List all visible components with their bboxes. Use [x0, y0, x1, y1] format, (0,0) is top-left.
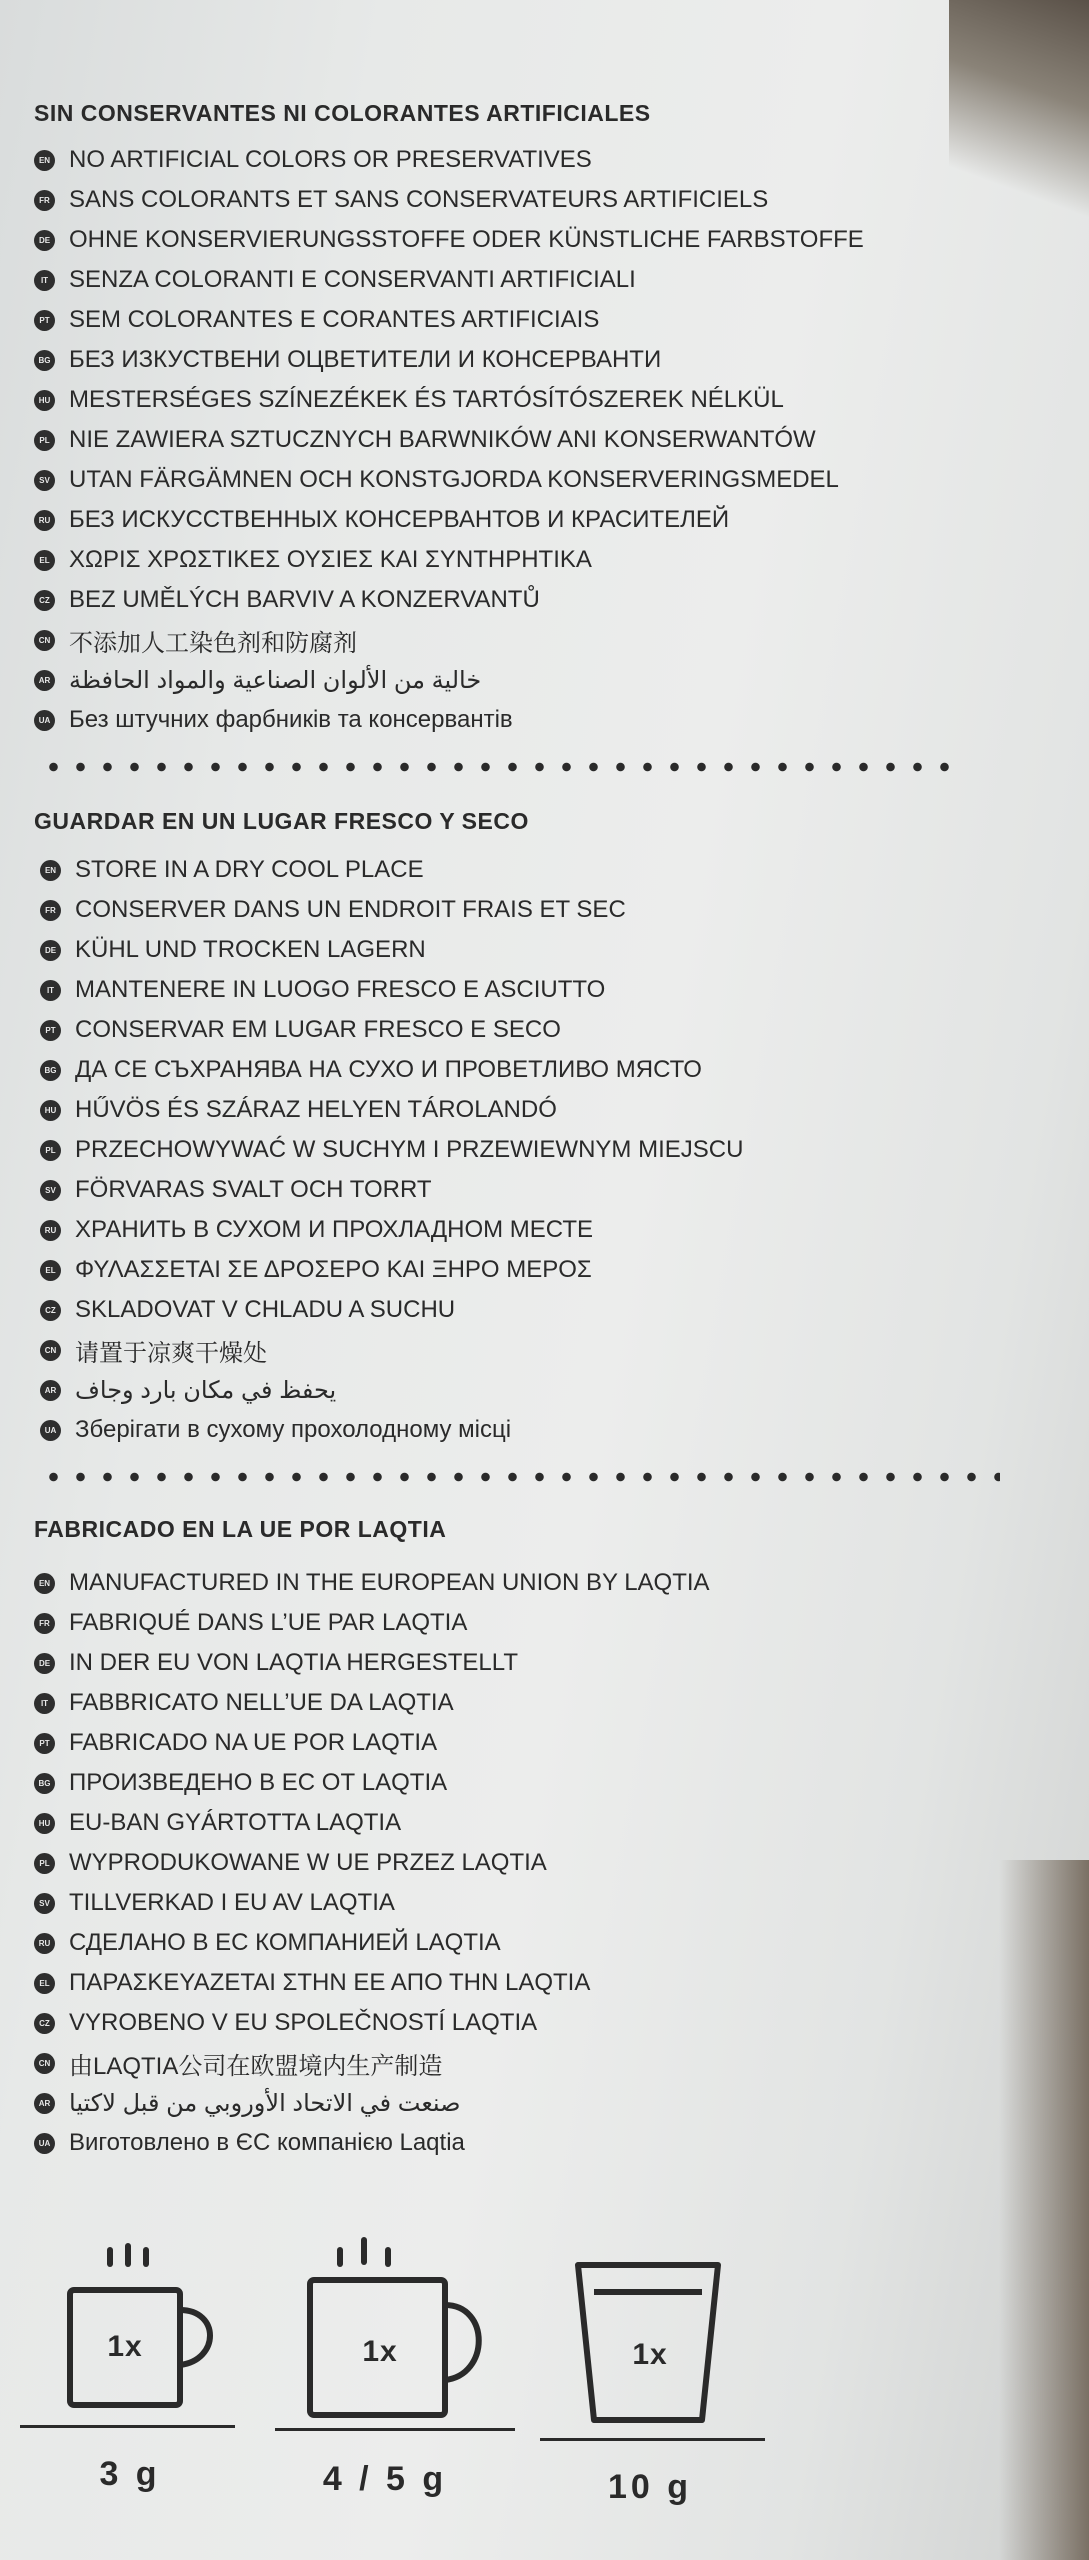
dose-amount: 4 / 5 g	[322, 2460, 448, 2498]
language-badge-icon: FR	[34, 190, 55, 211]
language-badge-icon: RU	[34, 510, 55, 531]
language-badge-icon: PL	[34, 1853, 55, 1874]
language-badge-icon: EL	[40, 1260, 61, 1281]
list-item-text: PRZECHOWYWAĆ W SUCHYM I PRZEWIEWNYM MIEJSCU	[75, 1136, 744, 1163]
list-item-text: ДА СЕ СЪХРАНЯВА НА СУХО И ПРОВЕТЛИВО МЯСТО	[75, 1056, 702, 1083]
list-item-text: خالية من الألوان الصناعية والمواد الحافظة	[69, 666, 482, 694]
list-item	[34, 260, 864, 300]
list-item-text: NO ARTIFICIAL COLORS OR PRESERVATIVES	[69, 146, 592, 173]
list-item	[40, 1330, 743, 1370]
list-item-text: SENZA COLORANTI E CONSERVANTI ARTIFICIALI	[69, 266, 636, 293]
language-badge-icon: FR	[34, 1613, 55, 1634]
list-item-text: 由LAQTIA公司在欧盟境内生产制造	[69, 2052, 443, 2080]
language-badge-icon: EL	[34, 1973, 55, 1994]
list-storage	[40, 850, 743, 1450]
list-item	[34, 2043, 710, 2083]
language-badge-icon: PL	[34, 430, 55, 451]
dose-count: 1x	[362, 2335, 398, 2368]
language-badge-icon: RU	[34, 1933, 55, 1954]
language-badge-icon: CN	[40, 1340, 61, 1361]
list-item	[34, 620, 864, 660]
list-item-text: CONSERVER DANS UN ENDROIT FRAIS ET SEC	[75, 896, 626, 923]
list-item	[34, 2003, 710, 2043]
language-badge-icon: SV	[40, 1180, 61, 1201]
list-item	[34, 2123, 710, 2163]
list-item	[34, 1643, 710, 1683]
language-badge-icon: CN	[34, 630, 55, 651]
list-item	[40, 1090, 743, 1130]
list-item-text: يحفظ في مكان بارد وجاف	[75, 1376, 337, 1404]
language-badge-icon: IT	[34, 270, 55, 291]
list-item-text: WYPRODUKOWANE W UE PRZEZ LAQTIA	[69, 1849, 547, 1876]
list-item	[34, 1883, 710, 1923]
list-item	[34, 2083, 710, 2123]
language-badge-icon: HU	[34, 1813, 55, 1834]
dose-underline	[540, 2438, 765, 2441]
language-badge-icon: IT	[40, 980, 61, 1001]
language-badge-icon: EN	[34, 1573, 55, 1594]
language-badge-icon: DE	[34, 1653, 55, 1674]
list-item	[40, 1170, 743, 1210]
list-item-text: NIE ZAWIERA SZTUCZNYCH BARWNIKÓW ANI KONSERWANTÓW	[69, 426, 816, 453]
list-item	[34, 180, 864, 220]
list-item	[34, 1603, 710, 1643]
list-item-text: KÜHL UND TROCKEN LAGERN	[75, 936, 426, 963]
package-crinkle	[949, 0, 1089, 260]
list-item-text: 请置于凉爽干燥处	[75, 1339, 267, 1367]
list-item-text: MESTERSÉGES SZÍNEZÉKEK ÉS TARTÓSÍTÓSZEREK NÉLKÜL	[69, 386, 784, 413]
language-badge-icon: CZ	[40, 1300, 61, 1321]
dose-count: 1x	[107, 2330, 143, 2363]
language-badge-icon: AR	[40, 1380, 61, 1401]
language-badge-icon: BG	[34, 1773, 55, 1794]
language-badge-icon: IT	[34, 1693, 55, 1714]
dotted-divider	[40, 1470, 1000, 1484]
list-item	[40, 1290, 743, 1330]
list-item-text: Зберігати в сухому прохолодному місці	[75, 1416, 512, 1443]
list-item	[40, 1010, 743, 1050]
list-item	[34, 220, 864, 260]
list-item-text: MANUFACTURED IN THE EUROPEAN UNION BY LAQTIA	[69, 1569, 710, 1596]
list-item-text: БЕЗ ИСКУССТВЕННЫХ КОНСЕРВАНТОВ И КРАСИТЕЛЕЙ	[69, 506, 730, 533]
list-item-text: Виготовлено в ЄС компанією Laqtia	[69, 2129, 465, 2156]
list-item	[40, 1050, 743, 1090]
list-item	[40, 890, 743, 930]
language-badge-icon: HU	[40, 1100, 61, 1121]
list-item	[34, 580, 864, 620]
language-badge-icon: AR	[34, 2093, 55, 2114]
language-badge-icon: SV	[34, 1893, 55, 1914]
list-item-text: CONSERVAR EM LUGAR FRESCO E SECO	[75, 1016, 561, 1043]
list-item-text: ΦΥΛΑΣΣΕΤΑΙ ΣΕ ΔΡΟΣΕΡΟ ΚΑΙ ΞΗΡΟ ΜΕΡΟΣ	[75, 1256, 592, 1283]
list-item-text: SKLADOVAT V CHLADU A SUCHU	[75, 1296, 456, 1323]
list-item	[40, 1210, 743, 1250]
list-item-text: ХРАНИТЬ В СУХОМ И ПРОХЛАДНОМ МЕСТЕ	[75, 1216, 593, 1243]
list-item	[40, 1250, 743, 1290]
list-item	[34, 380, 864, 420]
language-badge-icon: PT	[40, 1020, 61, 1041]
list-item	[34, 1803, 710, 1843]
list-item	[34, 460, 864, 500]
list-item	[34, 340, 864, 380]
language-badge-icon: UA	[34, 2133, 55, 2154]
package-shadow	[999, 1860, 1089, 2560]
list-item	[34, 540, 864, 580]
language-badge-icon: BG	[34, 350, 55, 371]
list-item	[40, 970, 743, 1010]
language-badge-icon: HU	[34, 390, 55, 411]
language-badge-icon: PT	[34, 310, 55, 331]
list-item-text: FABRIQUÉ DANS L’UE PAR LAQTIA	[69, 1609, 468, 1636]
list-preservatives	[34, 140, 864, 740]
section-title-storage: GUARDAR EN UN LUGAR FRESCO Y SECO	[34, 808, 529, 834]
dose-underline	[275, 2428, 515, 2431]
list-item	[34, 1763, 710, 1803]
list-item	[34, 420, 864, 460]
dose-amount: 3 g	[99, 2455, 161, 2493]
dosage-icons	[0, 2220, 760, 2520]
list-item	[34, 1843, 710, 1883]
language-badge-icon: DE	[34, 230, 55, 251]
dose-amount: 10 g	[607, 2468, 693, 2506]
language-badge-icon: UA	[34, 710, 55, 731]
section-title-manufactured: FABRICADO EN LA UE POR LAQTIA	[34, 1516, 447, 1542]
list-item	[34, 500, 864, 540]
list-item	[34, 300, 864, 340]
list-item-text: ΠΑΡΑΣΚΕΥΑΖΕΤΑΙ ΣΤΗΝ ΕΕ ΑΠΟ ΤΗΝ LAQTIA	[69, 1969, 591, 1996]
list-item	[40, 850, 743, 890]
language-badge-icon: PL	[40, 1140, 61, 1161]
list-item-text: OHNE KONSERVIERUNGSSTOFFE ODER KÜNSTLICHE FARBSTOFFE	[69, 226, 864, 253]
list-item-text: FABRICADO NA UE POR LAQTIA	[69, 1729, 438, 1756]
list-item-text: 不添加人工染色剂和防腐剂	[69, 629, 357, 657]
dose-count: 1x	[632, 2338, 668, 2371]
language-badge-icon: DE	[40, 940, 61, 961]
section-title-preservatives: SIN CONSERVANTES NI COLORANTES ARTIFICIALES	[34, 100, 651, 126]
language-badge-icon: CZ	[34, 590, 55, 611]
list-item	[34, 140, 864, 180]
list-manufactured	[34, 1563, 710, 2163]
language-badge-icon: EL	[34, 550, 55, 571]
list-item-text: FÖRVARAS SVALT OCH TORRT	[75, 1176, 432, 1203]
list-item	[40, 930, 743, 970]
list-item-text: Без штучних фарбників та консервантів	[69, 706, 513, 733]
list-item-text: СДЕЛАНО В ЕС КОМПАНИЕЙ LAQTIA	[69, 1929, 501, 1956]
list-item	[34, 1963, 710, 2003]
list-item-text: SEM COLORANTES E CORANTES ARTIFICIAIS	[69, 306, 600, 333]
list-item	[40, 1410, 743, 1450]
language-badge-icon: FR	[40, 900, 61, 921]
list-item-text: SANS COLORANTS ET SANS CONSERVATEURS ARTIFICIELS	[69, 186, 769, 213]
language-badge-icon: PT	[34, 1733, 55, 1754]
list-item-text: صنعت في الاتحاد الأوروبي من قبل لاكتيا	[69, 2089, 461, 2117]
language-badge-icon: RU	[40, 1220, 61, 1241]
list-item	[34, 1683, 710, 1723]
list-item-text: BEZ UMĚLÝCH BARVIV A KONZERVANTŮ	[69, 586, 540, 613]
language-badge-icon: CN	[34, 2053, 55, 2074]
list-item-text: UTAN FÄRGÄMNEN OCH KONSTGJORDA KONSERVERINGSMEDEL	[69, 466, 839, 493]
list-item-text: БЕЗ ИЗКУСТВЕНИ ОЦВЕТИТЕЛИ И КОНСЕРВАНТИ	[69, 346, 662, 373]
dotted-divider	[40, 760, 960, 774]
language-badge-icon: AR	[34, 670, 55, 691]
cup-icon	[20, 2220, 220, 2420]
mug-icon	[280, 2220, 500, 2420]
list-item	[34, 1563, 710, 1603]
language-badge-icon: CZ	[34, 2013, 55, 2034]
dose-underline	[20, 2425, 235, 2428]
list-item	[34, 660, 864, 700]
list-item-text: MANTENERE IN LUOGO FRESCO E ASCIUTTO	[75, 976, 606, 1003]
language-badge-icon: BG	[40, 1060, 61, 1081]
list-item-text: ПРОИЗВЕДЕНО В ЕС ОТ LAQTIA	[69, 1769, 448, 1796]
list-item-text: TILLVERKAD I EU AV LAQTIA	[69, 1889, 395, 1916]
list-item-text: STORE IN A DRY COOL PLACE	[75, 856, 424, 883]
list-item-text: FABBRICATO NELL’UE DA LAQTIA	[69, 1689, 454, 1716]
language-badge-icon: SV	[34, 470, 55, 491]
list-item	[34, 700, 864, 740]
language-badge-icon: UA	[40, 1420, 61, 1441]
list-item	[40, 1370, 743, 1410]
list-item-text: VYROBENO V EU SPOLEČNOSTÍ LAQTIA	[69, 2009, 538, 2036]
list-item-text: ΧΩΡΙΣ ΧΡΩΣΤΙΚΕΣ ΟΥΣΙΕΣ ΚΑΙ ΣΥΝΤΗΡΗΤΙΚΑ	[69, 546, 592, 573]
list-item	[34, 1723, 710, 1763]
language-badge-icon: EN	[40, 860, 61, 881]
list-item	[34, 1923, 710, 1963]
list-item-text: IN DER EU VON LAQTIA HERGESTELLT	[69, 1649, 518, 1676]
glass-icon	[550, 2220, 750, 2440]
list-item-text: EU-BAN GYÁRTOTTA LAQTIA	[69, 1809, 402, 1836]
language-badge-icon: EN	[34, 150, 55, 171]
list-item-text: HŰVÖS ÉS SZÁRAZ HELYEN TÁROLANDÓ	[75, 1096, 557, 1123]
list-item	[40, 1130, 743, 1170]
